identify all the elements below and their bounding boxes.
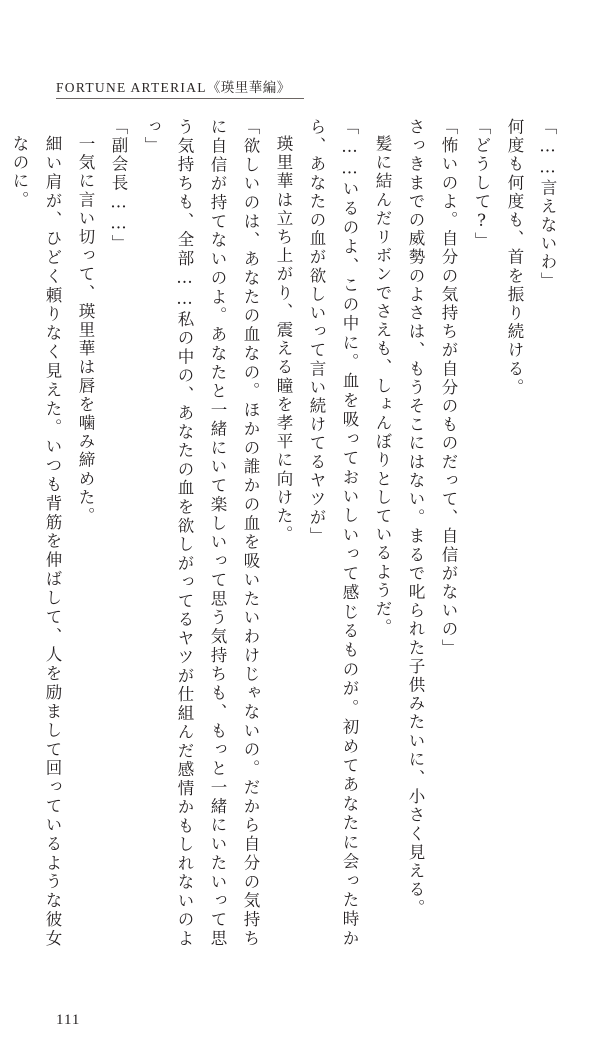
- paragraph: 「怖いのよ。自分の気持ちが自分のものだって、自信がないの」: [439, 118, 458, 658]
- header-rule: [56, 98, 304, 99]
- body-text-vertical: [10, 118, 564, 948]
- paragraph: 「……いるのよ、この中に。血を吸っておいしいって感じるものが。初めてあなたに会った時から、あなたの血が欲しいって言い続けてるヤツが」: [307, 118, 359, 948]
- paragraph: 「……言えないわ」: [538, 118, 557, 291]
- running-head-subtitle: 《瑛里華編》: [206, 80, 291, 96]
- page-number: 111: [56, 1012, 81, 1028]
- paragraph: 一気に言い切って、瑛里華は唇を噛み締めた。: [76, 135, 95, 526]
- paragraph: 「欲しいのは、あなたの血なの。ほかの誰かの血を吸いたいわけじゃないの。だから自分の気持ちに自信が持てないのよ。あなたと一緒にいて楽しいって思う気持ちも、もっと一緒にいたいって思う気持ちも、全部……私の中の、あなたの血を欲しがってるヤツが仕組んだ感情かもしれないのよっ」: [142, 118, 260, 948]
- paragraph: 「どうして?」: [472, 118, 491, 251]
- paragraph: 何度も何度も、首を振り続ける。: [505, 118, 524, 397]
- paragraph: 瑛里華は立ち上がり、震える瞳を孝平に向けた。: [274, 135, 293, 545]
- running-head-title: FORTUNE ARTERIAL: [56, 80, 207, 95]
- paragraph: 髪に結んだリボンでさえも、しょんぼりとしているようだ。: [373, 135, 392, 638]
- paragraph: 細い肩が、ひどく頼りなく見えた。いつも背筋を伸ばして、人を励まして回っているような彼女なのに。: [10, 135, 62, 948]
- paragraph: さっきまでの威勢のよさは、もうそこにはない。まるで叱られた子供みたいに、小さく見える。: [406, 118, 425, 918]
- running-head: [56, 76, 291, 96]
- paragraph: 「副会長……」: [109, 118, 128, 254]
